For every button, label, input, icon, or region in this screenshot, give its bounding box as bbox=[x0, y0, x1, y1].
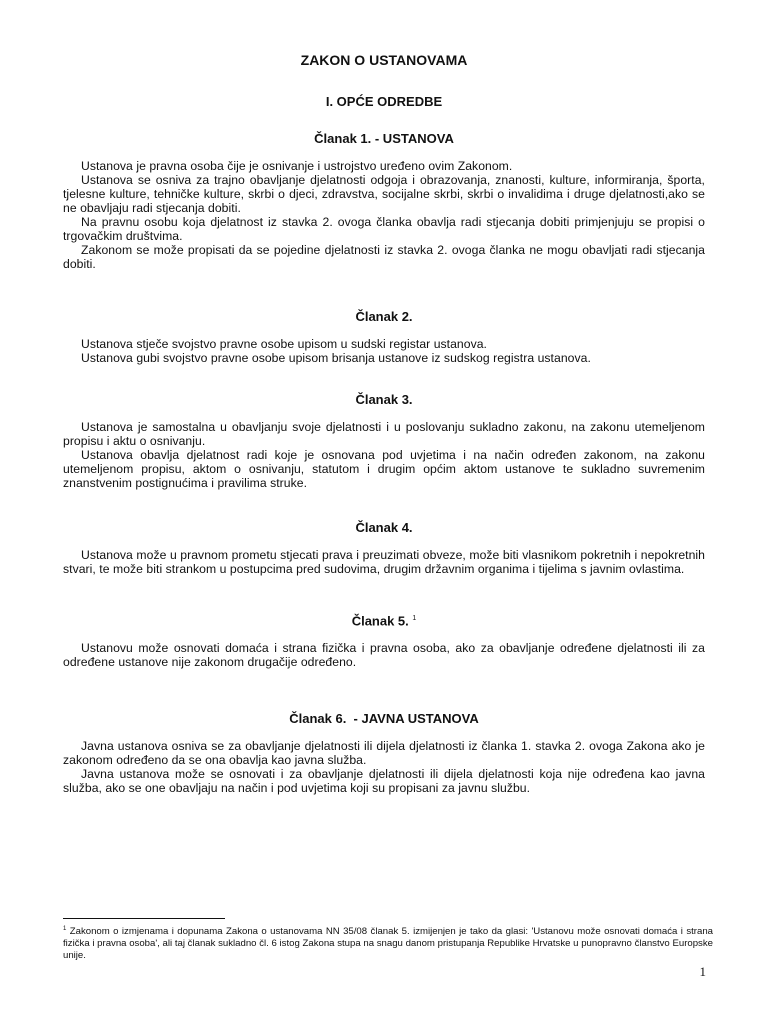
footnote bbox=[63, 918, 713, 962]
article-heading: Članak 1. - USTANOVA bbox=[314, 131, 454, 146]
paragraph: Javna ustanova osniva se za obavljanje djelatnosti ili dijela djelatnosti iz članka 1. stavka 2. ovoga Zakona ako je zakonom određeno da se ona obavlja kao javna služba. bbox=[63, 739, 705, 767]
paragraph: Javna ustanova može se osnovati i za obavljanje djelatnosti ili dijela djelatnosti koja nije određena kao javna služba, ako se one obavljaju na način i pod uvjetima koji su propisani za javnu službu. bbox=[63, 767, 705, 795]
paragraph: Ustanova stječe svojstvo pravne osobe upisom u sudski registar ustanova. bbox=[81, 337, 487, 351]
article-1 bbox=[63, 131, 705, 271]
paragraph: Zakonom se može propisati da se pojedine djelatnosti iz stavka 2. ovoga članka ne mogu obavljati radi stjecanja dobiti. bbox=[63, 243, 705, 271]
paragraph: Na pravnu osobu koja djelatnost iz stavka 2. ovoga članka obavlja radi stjecanja dobiti primjenjuju se propisi o trgovačkim društvima. bbox=[63, 215, 705, 243]
article-2 bbox=[63, 309, 705, 365]
paragraph: Ustanovu može osnovati domaća i strana fizička i pravna osoba, ako za obavljanje određene djelatnosti ili za određene ustanove nije zakonom drugačije određeno. bbox=[63, 641, 705, 670]
page-number: 1 bbox=[699, 964, 706, 979]
paragraph: Ustanova obavlja djelatnost radi koje je osnovana pod uvjetima i na način određen zakonom, na zakonu utemeljenom propisu, aktom o osnivanju, statutom i drugim općim aktom ustanove te sukladno suvremenim znanstvenim postignućima i pravilima struke. bbox=[63, 448, 705, 490]
paragraph: Ustanova je pravna osoba čije je osnivanje i ustrojstvo uređeno ovim Zakonom. bbox=[81, 159, 513, 173]
article-heading: Članak 3. bbox=[355, 392, 413, 407]
paragraph: Ustanova je samostalna u obavljanju svoje djelatnosti i u poslovanju sukladno zakonu, na zakonu utemeljenom propisu i aktu o osnivanju. bbox=[63, 420, 705, 448]
document-title: ZAKON O USTANOVAMA bbox=[300, 52, 468, 68]
article-5 bbox=[63, 611, 705, 669]
article-heading: Članak 4. bbox=[355, 520, 413, 535]
article-heading-text: Članak 5. bbox=[351, 613, 409, 629]
footnote-text bbox=[63, 923, 713, 962]
footnote-body: Zakonom o izmjenama i dopunama Zakona o ustanovama NN 35/08 članak 5. izmijenjen je tako da glasi: 'Ustanovu može osnovati domaća i strana fizička i pravna osoba', ali taj članak sukladno čl. 6 istog Zakona stupa na snagu danom pristupanja Republike Hrvatske u punopravno članstvo Europske unije. bbox=[63, 926, 713, 962]
article-6 bbox=[63, 711, 705, 795]
section-title: I. OPĆE ODREDBE bbox=[325, 94, 443, 109]
footnote-reference[interactable]: 1 bbox=[412, 615, 417, 622]
article-4 bbox=[63, 520, 705, 576]
article-heading bbox=[63, 611, 705, 629]
paragraph: Ustanova gubi svojstvo pravne osobe upisom brisanja ustanove iz sudskog registra ustanova. bbox=[81, 351, 591, 365]
article-heading: Članak 6. - JAVNA USTANOVA bbox=[289, 711, 479, 726]
article-heading: Članak 2. bbox=[355, 309, 413, 324]
paragraph: Ustanova može u pravnom prometu stjecati prava i preuzimati obveze, može biti vlasnikom pokretnih i nepokretnih stvari, te može biti strankom u postupcima pred sudovima, drugim državnim organima i tijelima s javnim ovlastima. bbox=[63, 548, 705, 576]
footnote-marker: 1 bbox=[63, 926, 67, 932]
paragraph: Ustanova se osniva za trajno obavljanje djelatnosti odgoja i obrazovanja, znanosti, kulture, informiranja, športa, tjelesne kulture, tehničke kulture, skrbi o djeci, zdravstva, socijalne skrbi, skrbi o invalidima i druge djelatnosti,ako se ne obavljaju radi stjecanja dobiti. bbox=[63, 173, 705, 215]
article-3 bbox=[63, 392, 705, 490]
footnote-separator bbox=[63, 918, 225, 919]
